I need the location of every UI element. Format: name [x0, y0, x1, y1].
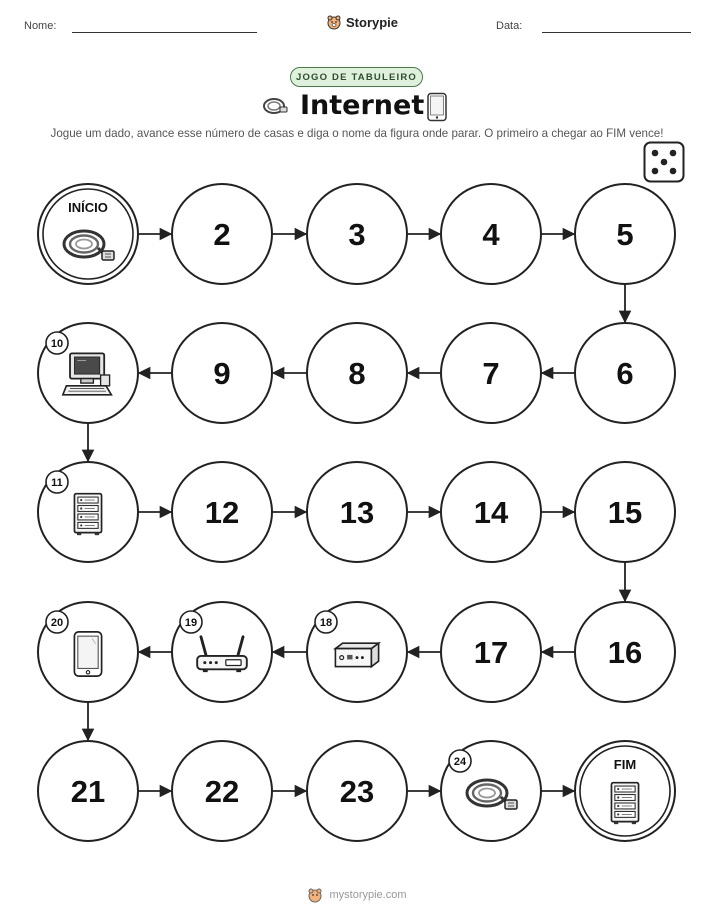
board-cell-5 — [575, 184, 675, 284]
board-cell-8 — [307, 323, 407, 423]
cell-number: 21 — [70, 774, 106, 809]
cell-number: 24 — [453, 756, 467, 768]
cell-number: 8 — [348, 356, 366, 391]
cell-circle — [38, 184, 138, 284]
server-icon — [74, 494, 101, 535]
game-type-badge: JOGO DE TABULEIRO — [290, 67, 423, 87]
board-cell-4 — [441, 184, 541, 284]
board-cell-14 — [441, 462, 541, 562]
board-cell-12 — [172, 462, 272, 562]
cell-number: 3 — [348, 217, 366, 252]
cell-number: 12 — [204, 495, 240, 530]
footer — [0, 887, 714, 903]
cell-number: 16 — [607, 635, 643, 670]
cell-number: 4 — [482, 217, 500, 252]
modem-icon — [335, 643, 378, 666]
name-label: Nome: — [24, 20, 57, 32]
board-cell-9 — [172, 323, 272, 423]
board-cells — [38, 184, 675, 841]
board-cell-start — [38, 184, 138, 284]
storypie-mascot-icon — [307, 887, 323, 903]
board-cell-23 — [307, 741, 407, 841]
tablet-icon — [74, 632, 101, 676]
board-cell-18 — [307, 602, 407, 702]
cell-number: 18 — [319, 617, 333, 629]
date-label: Data: — [496, 20, 523, 32]
board-cell-10 — [38, 323, 138, 423]
board-cell-22 — [172, 741, 272, 841]
start-label: INÍCIO — [68, 200, 108, 215]
cell-number: 20 — [50, 617, 64, 629]
board-cell-13 — [307, 462, 407, 562]
cell-number: 9 — [213, 356, 231, 391]
board-cell-16 — [575, 602, 675, 702]
board-cell-2 — [172, 184, 272, 284]
instructions-text: Jogue um dado, avance esse número de casas e diga o nome da figura onde parar. O primeiro a chegar ao FIM vence! — [50, 127, 664, 140]
cell-number: 6 — [616, 356, 634, 391]
cell-number: 10 — [50, 338, 64, 350]
board-cell-3 — [307, 184, 407, 284]
board-cell-21 — [38, 741, 138, 841]
cell-number: 22 — [204, 774, 240, 809]
board-cell-24 — [441, 741, 541, 841]
server-icon — [611, 783, 638, 824]
board-cell-19 — [172, 602, 272, 702]
board-cell-15 — [575, 462, 675, 562]
board-cell-17 — [441, 602, 541, 702]
board-cell-20 — [38, 602, 138, 702]
brand-name: Storypie — [346, 14, 399, 30]
computer-icon — [63, 353, 112, 394]
cell-number: 17 — [473, 635, 509, 670]
cell-number: 11 — [51, 477, 63, 489]
cell-number: 15 — [607, 495, 643, 530]
cell-number: 19 — [184, 617, 198, 629]
end-label: FIM — [613, 757, 637, 772]
board-cell-6 — [575, 323, 675, 423]
cell-number: 5 — [616, 217, 634, 252]
board-cell-end — [575, 741, 675, 841]
cell-number: 13 — [339, 495, 375, 530]
page-title: Internet — [300, 90, 425, 121]
cell-number: 2 — [213, 217, 231, 252]
cell-number: 23 — [339, 774, 375, 809]
board-cell-7 — [441, 323, 541, 423]
board-cell-11 — [38, 462, 138, 562]
footer-url: mystorypie.com — [329, 889, 407, 901]
cell-number: 7 — [482, 356, 500, 391]
cell-number: 14 — [473, 495, 509, 530]
